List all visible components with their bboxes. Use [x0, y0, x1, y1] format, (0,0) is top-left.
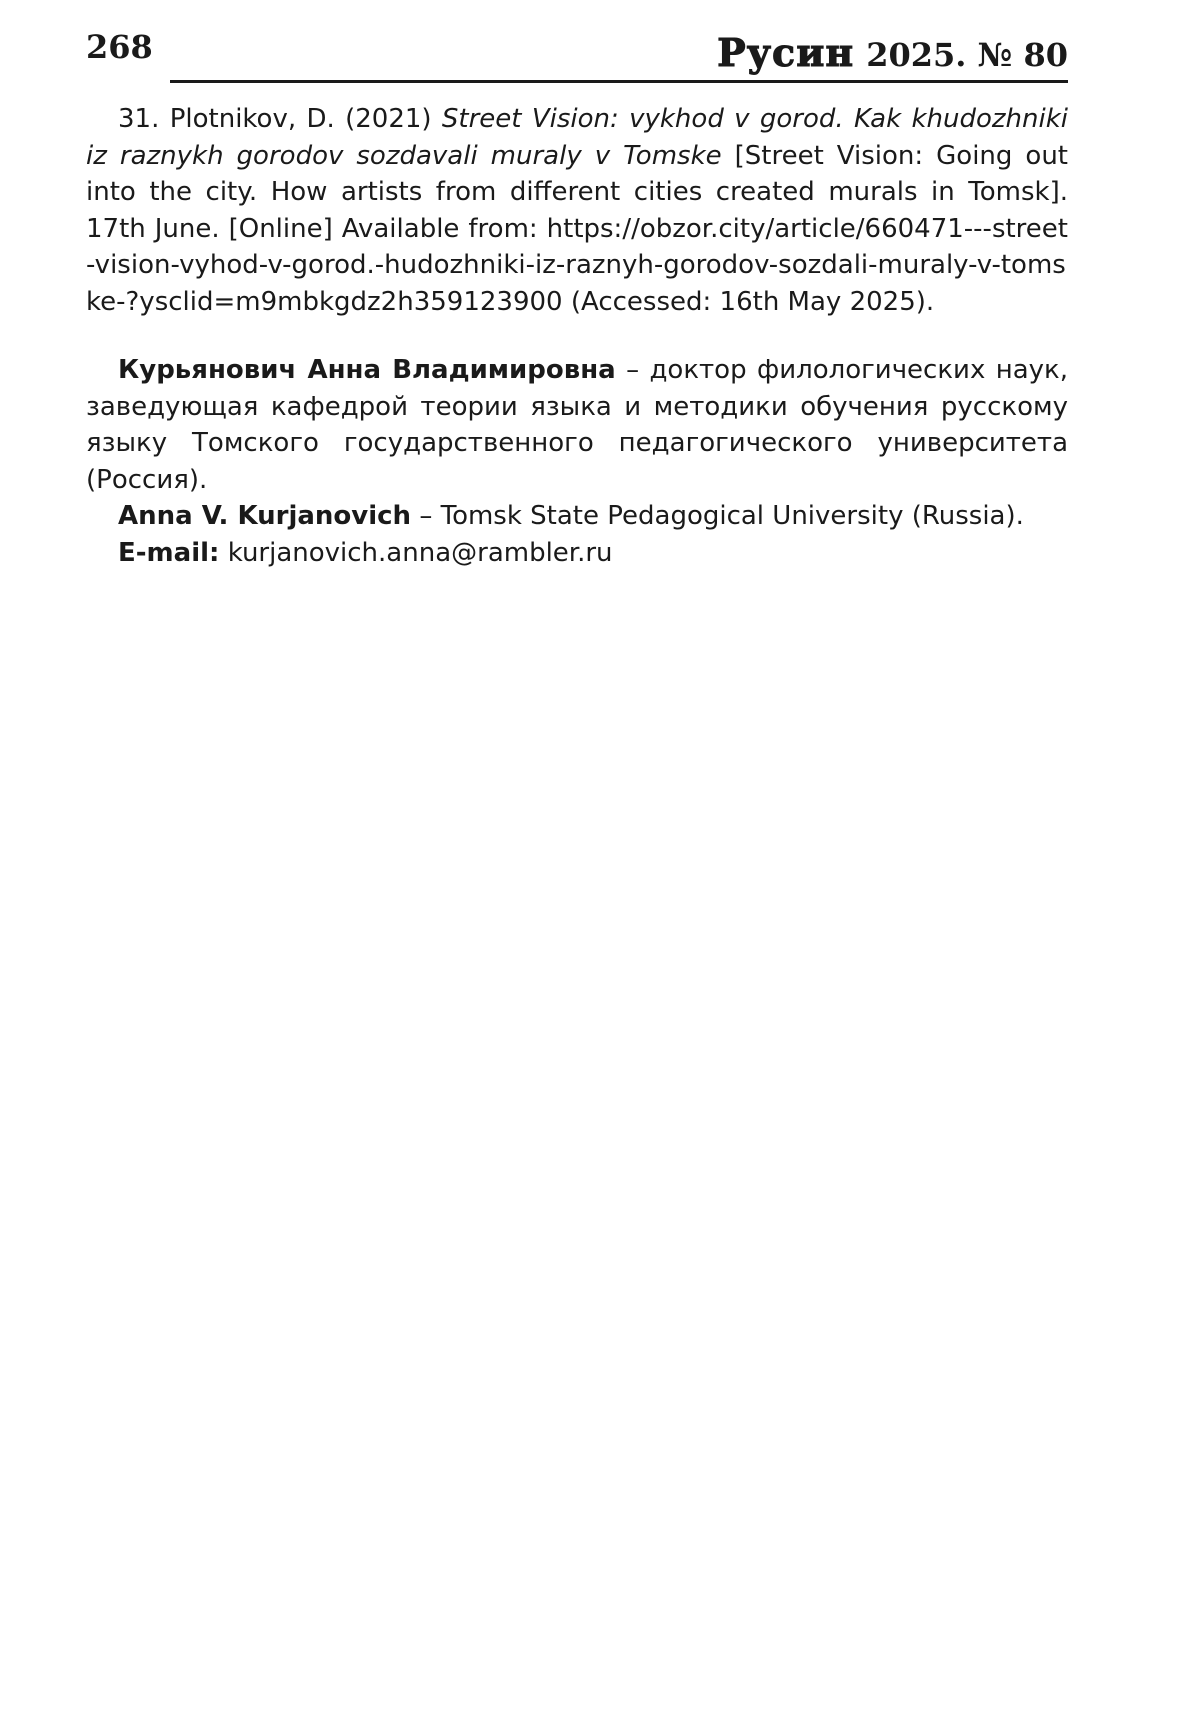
reference-entry [86, 101, 1068, 320]
email-address[interactable]: kurjanovich.anna@rambler.ru [227, 537, 613, 568]
author-info [86, 352, 1068, 571]
journal-issue: 2025. № 80 [866, 36, 1068, 74]
author-ru [86, 352, 1068, 498]
running-header [86, 0, 1068, 83]
reference-translation: [Street Vision: Going out into the city. How artists from different cities created murals in Tomsk]. 17th June. [Online] Available from: [86, 140, 1069, 244]
reference-url[interactable]: https://obzor.city/article/660471---street-vision-vyhod-v-gorod.-hudozhniki-iz-raznyh-gorodov-sozdali-muraly-v-tomske-?ysclid=m9mbkgdz2h359123900 [86, 213, 1068, 317]
reference-title: Street Vision: vykhod v gorod. Kak khudozhniki iz raznykh gorodov sozdavali muraly v Tomske [86, 104, 1069, 171]
author-name-en: Anna V. Kurjanovich [118, 501, 412, 531]
page [86, 0, 1068, 571]
author-description-ru: доктор филологических наук, заведующая кафедрой теории языка и методики обучения русскому языку Томского государственного педагогического университета (Россия). [86, 355, 1068, 495]
reference-authors: Plotnikov, D. (2021) [169, 104, 432, 134]
page-number: 268 [86, 28, 153, 66]
author-dash-en: – [411, 501, 441, 531]
author-en [86, 498, 1068, 535]
author-affiliation-en: Tomsk State Pedagogical University (Russia). [440, 501, 1024, 531]
journal-logo: Русин [717, 30, 855, 75]
journal-title [717, 30, 1068, 75]
author-email [86, 535, 1068, 572]
reference-number: 31. [118, 104, 160, 134]
author-dash-ru: – [615, 355, 650, 385]
reference-accessed: (Accessed: 16th May 2025). [570, 286, 935, 317]
author-name-ru: Курьянович Анна Владимировна [118, 355, 616, 385]
email-label: E-mail: [118, 537, 220, 568]
